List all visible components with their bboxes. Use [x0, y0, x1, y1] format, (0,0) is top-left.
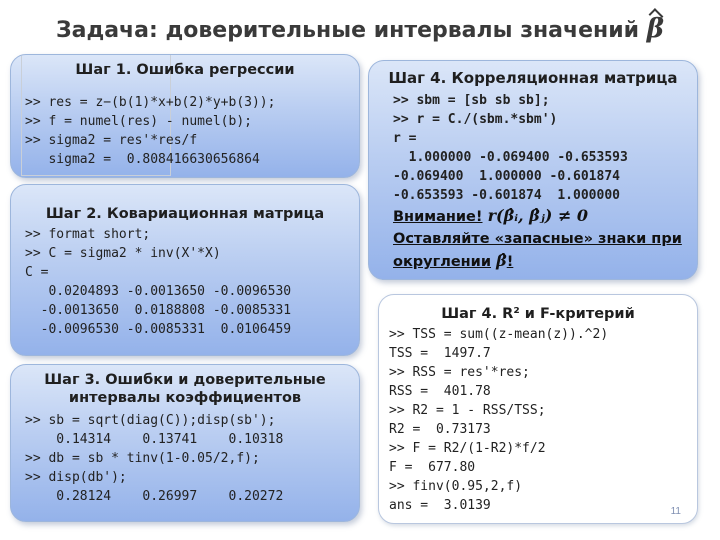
step4b-code-line: >> RSS = res'*res; [389, 365, 530, 380]
step1-code-line: >> res = z−(b(1)*x+b(2)*y+b(3)); [25, 95, 276, 110]
step4-code-line: 1.000000 -0.069400 -0.653593 [393, 150, 628, 165]
step3-title-line2: интервалы коэффициентов [68, 390, 302, 406]
step2-panel [10, 184, 360, 356]
slide-title-text: Задача: доверительные интервалы значений [55, 18, 640, 43]
step2-code-line: >> format short; [25, 227, 151, 242]
notice-line1 [393, 205, 693, 228]
step4b-code-line: >> finv(0.95,2,f) [389, 479, 523, 494]
step1-panel [10, 54, 360, 178]
notice-line3-symbol: β̂ [496, 251, 507, 270]
step4b-code-line: >> F = R2/(1-R2)*f/2 [389, 441, 546, 456]
step3-code-line: 0.28124 0.26997 0.20272 [25, 489, 284, 504]
notice-formula: r(β̂ᵢ, β̂ⱼ) ≠ 0 [487, 206, 589, 225]
notice-line3-text: округлении [393, 254, 492, 270]
step3-panel [10, 364, 360, 522]
step4b-code-line: >> R2 = 1 - RSS/TSS; [389, 403, 546, 418]
step1-code-line: >> sigma2 = res'*res/f [25, 133, 198, 148]
step4b-code-line: TSS = 1497.7 [389, 346, 491, 361]
step4-code-line: >> sbm = [sb sb sb]; [393, 93, 550, 108]
notice-label: Внимание! [393, 209, 483, 225]
step3-code-line: >> sb = sqrt(diag(C));disp(sb'); [25, 413, 276, 428]
step3-code-line: >> disp(db'); [25, 470, 127, 485]
step2-code-line: -0.0013650 0.0188808 -0.0085331 [25, 303, 292, 318]
step4b-code-line: RSS = 401.78 [389, 384, 491, 399]
step2-code-line: -0.0096530 -0.0085331 0.0106459 [25, 322, 292, 337]
step4-correlation-title: Шаг 4. Корреляционная матрица [388, 69, 678, 87]
step4b-code-line: R2 = 0.73173 [389, 422, 491, 437]
page-number: 11 [670, 506, 681, 517]
step4b-code-line: F = 677.80 [389, 460, 476, 475]
step3-code-line: >> db = sb * tinv(1-0.05/2,f); [25, 451, 260, 466]
step1-code-line: >> f = numel(res) - numel(b); [25, 114, 252, 129]
step4-r2-title: Шаг 4. R² и F-критерий [441, 306, 635, 322]
step2-code-line: C = [25, 265, 49, 280]
step4-r2-panel [378, 294, 698, 524]
notice-line3-end: ! [506, 254, 514, 270]
step4b-code-line: ans = 3.0139 [389, 498, 491, 513]
step4b-code-line: >> TSS = sum((z-mean(z)).^2) [389, 327, 609, 342]
notice-block [393, 205, 693, 273]
step4-correlation-panel [368, 60, 698, 280]
step4-code-line: -0.653593 -0.601874 1.000000 [393, 188, 620, 203]
step1-code-line: sigma2 = 0.808416630656864 [25, 152, 260, 167]
notice-line2: Оставляйте «запасные» знаки при [393, 231, 682, 247]
step1-title: Шаг 1. Ошибка регрессии [75, 62, 295, 78]
step3-title-line1: Шаг 3. Ошибки и доверительные [44, 372, 326, 388]
step2-code-line: 0.0204893 -0.0013650 -0.0096530 [25, 284, 292, 299]
beta-hat-symbol: β [646, 14, 665, 44]
slide-title [0, 14, 720, 44]
step4-code-line: >> r = C./(sbm.*sbm') [393, 112, 558, 127]
step4-code-line: r = [393, 131, 417, 146]
notice-line3 [393, 250, 693, 273]
step2-title: Шаг 2. Ковариационная матрица [45, 206, 325, 222]
step2-code-line: >> C = sigma2 * inv(X'*X) [25, 246, 221, 261]
step3-code-line: 0.14314 0.13741 0.10318 [25, 432, 284, 447]
step4-code-line: -0.069400 1.000000 -0.601874 [393, 169, 620, 184]
